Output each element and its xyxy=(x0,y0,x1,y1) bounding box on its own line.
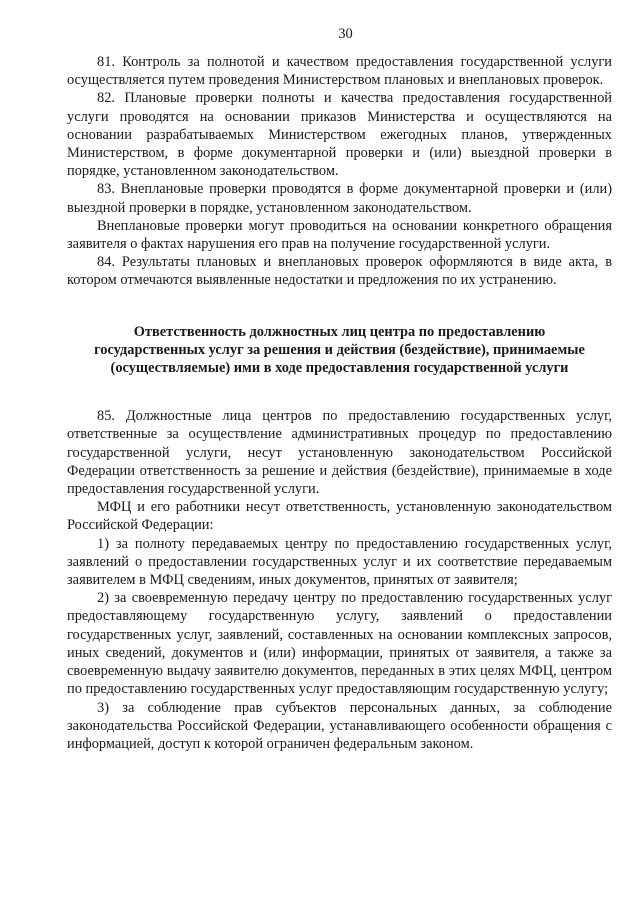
paragraph-83: 83. Внеплановые проверки проводятся в форме документарной проверки и (или) выездной проверки в порядке, установленном законодательством. xyxy=(67,181,612,216)
paragraph-unscheduled-inspections: Внеплановые проверки могут проводиться на основании конкретного обращения заявителя о фактах нарушения его прав на получение государственной услуги. xyxy=(67,217,612,253)
section-heading: Ответственность должностных лиц центра по предоставлению государственных услуг за решения и действия (бездействие), принимаемые (осуществляемые) ими в ходе предоставления государственной услуги xyxy=(94,323,585,377)
paragraph-item-2: 2) за своевременную передачу центру по предоставлению государственных услуг предоставляющему государственную услугу, заявлений о предоставлении государственных услуг, заявлений, составленных на основании комплексных запросов, иных сведений, документов и (или) информации, принятых от заявителя, а также за своевременную выдачу заявителю документов, переданных в этих целях МФЦ, центром по предоставлению государственных услуг предоставляющим государственную услугу; xyxy=(67,590,612,698)
paragraph-84: 84. Результаты плановых и внеплановых проверок оформляются в виде акта, в котором отмечаются выявленные недостатки и предложения по их устранению. xyxy=(67,254,612,289)
paragraph-85: 85. Должностные лица центров по предоставлению государственных услуг, ответственные за осуществление административных процедур по предоставлению государственной услуги, несут установленную законодательством Российской Федерации ответственность за решение и действия (бездействие), принимаемые в ходе предоставления государственной услуги. xyxy=(67,408,612,498)
paragraph-mfc-responsibility: МФЦ и его работники несут ответственность, установленную законодательством Российской Федерации: xyxy=(67,499,612,534)
page-number: 30 xyxy=(338,26,353,42)
paragraph-item-3: 3) за соблюдение прав субъектов персональных данных, за соблюдение законодательства Российской Федерации, устанавливающего особенности обращения с информацией, доступ к которой ограничен федеральным законом. xyxy=(67,699,612,752)
paragraph-81: 81. Контроль за полнотой и качеством предоставления государственной услуги осуществляется путем проведения Министерством плановых и внеплановых проверок. xyxy=(67,54,612,89)
paragraph-item-1: 1) за полноту передаваемых центру по предоставлению государственных услуг, заявлений о предоставлении государственных услуг и их соответствие передаваемым заявителем в МФЦ сведениям, иных документов, принятых от заявителя; xyxy=(67,535,612,589)
paragraph-82: 82. Плановые проверки полноты и качества предоставления государственной услуги проводятся на основании приказов Министерства и осуществляются на основании разрабатываемых Министерством ежегодных планов, утвержденных Министерством, в форме документарной проверки и (или) выездной проверки в порядке, установленном законодательством. xyxy=(67,90,612,180)
